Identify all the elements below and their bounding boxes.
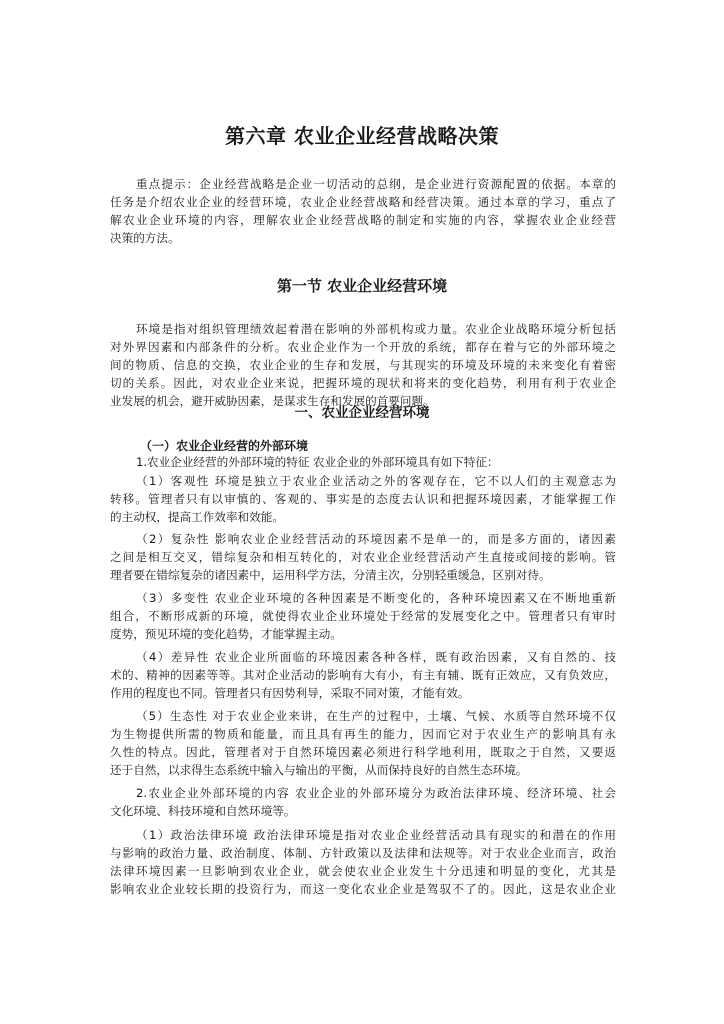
- body-line: 文化环境、科技环境和自然环境等。: [110, 804, 296, 818]
- body-line: 与影响的政治力量、政治制度、体制、方针政策以及法律和法规等。对于农业企业而言，政治: [110, 846, 616, 860]
- intro-line: 决策的方法。: [110, 231, 180, 245]
- intro-line: 任务是介绍农业企业的经营环境，农业企业经营战略和经营决策。通过本章的学习，重点了: [110, 195, 616, 209]
- body-line: 法律环境因素一旦影响到农业企业，就会使农业企业发生十分迅速和明显的变化，尤其是: [110, 864, 616, 878]
- body-line: （2）复杂性 影响农业企业经营活动的环境因素不是单一的，而是多方面的，诸因素: [136, 532, 616, 546]
- body-line: 理者要在错综复杂的诸因素中，运用科学方法，分清主次，分别轻重缓急，区别对待。: [110, 568, 551, 582]
- section-title: 第一节 农业企业经营环境: [276, 277, 448, 295]
- subsection-title: 一、农业企业经营环境: [294, 405, 430, 421]
- body-line: 术的、精神的因素等等。其对企业活动的影响有大有小，有主有辅、既有正效应，又有负效应，: [110, 668, 616, 682]
- body-line: 为生物提供所需的物质和能量，而且具有再生的能力，因而它对于农业生产的影响具有永: [110, 727, 616, 741]
- body-line: 转移。管理者只有以审慎的、客观的、事实是的态度去认识和把握环境因素，才能掌握工作: [110, 492, 616, 506]
- section-para-line: 间的物质、信息的交换，农业企业的生存和发展，与其现实的环境及环境的未来变化有着密: [110, 358, 616, 372]
- body-line: 久性的特点。因此，管理者对于自然环境因素必须进行科学地利用，既取之于自然，又要返: [110, 745, 616, 759]
- intro-line: 重点提示：企业经营战略是企业一切活动的总纲，是企业进行资源配置的依据。本章的: [136, 177, 616, 191]
- body-line: （4）差异性 农业企业所面临的环境因素各种各样，既有政治因素，又有自然的、技: [136, 650, 616, 664]
- body-line: 组合，不断形成新的环境，就使得农业企业环境处于经常的发展变化之中。管理者只有审时: [110, 609, 616, 623]
- body-line: 之间是相互交叉，错综复杂和相互转化的，对农业企业经营活动产生直接或间接的影响。管: [110, 550, 616, 564]
- body-line: 2.农业企业外部环境的内容 农业企业的外部环境分为政治法律环境、经济环境、社会: [136, 786, 616, 800]
- section-para-line: 对外界因素和内部条件的分析。农业企业作为一个开放的系统，都存在着与它的外部环境之: [110, 340, 616, 354]
- body-line: 影响农业企业较长期的投资行为，而这一变化农业企业是驾驭不了的。因此，这是农业企业: [110, 882, 616, 896]
- section-para-line: 切的关系。因此，对农业企业来说，把握环境的现状和将来的变化趋势，利用有利于农业企: [110, 376, 616, 390]
- body-line: 的主动权，提高工作效率和效能。: [110, 510, 284, 524]
- chapter-title: 第六章 农业企业经营战略决策: [225, 124, 499, 148]
- body-line: 还于自然，以求得生态系统中输入与输出的平衡，从而保持良好的自然生态环境。: [110, 763, 528, 777]
- section-para-line: 环境是指对组织管理绩效起着潜在影响的外部机构或力量。农业企业战略环境分析包括: [136, 322, 616, 336]
- body-line: （5）生态性 对于农业企业来讲，在生产的过程中，土壤、气候、水质等自然环境不仅: [136, 709, 616, 723]
- body-line: （3）多变性 农业企业环境的各种因素是不断变化的，各种环境因素又在不断地重新: [136, 591, 616, 605]
- body-line: 作用的程度也不同。管理者只有因势利导，采取不同对策，才能有效。: [110, 686, 470, 700]
- external-env-title: （一）农业企业经营的外部环境: [140, 439, 309, 453]
- body-line: 1.农业企业经营的外部环境的特征 农业企业的外部环境具有如下特征：: [136, 455, 499, 469]
- body-line: （1）客观性 环境是独立于农业企业活动之外的客观存在，它不以人们的主观意志为: [136, 474, 616, 488]
- body-line: 度势，预见环境的变化趋势，才能掌握主动。: [110, 627, 342, 641]
- body-line: （1）政治法律环境 政治法律环境是指对农业企业经营活动具有现实的和潜在的作用: [136, 828, 616, 842]
- intro-line: 解农业企业环境的内容，理解农业企业经营战略的制定和实施的内容，掌握农业企业经营: [110, 213, 616, 227]
- section-para-line: 业发展的机会，避开威胁因素，是谋求生存和发展的首要问题。: [110, 394, 435, 408]
